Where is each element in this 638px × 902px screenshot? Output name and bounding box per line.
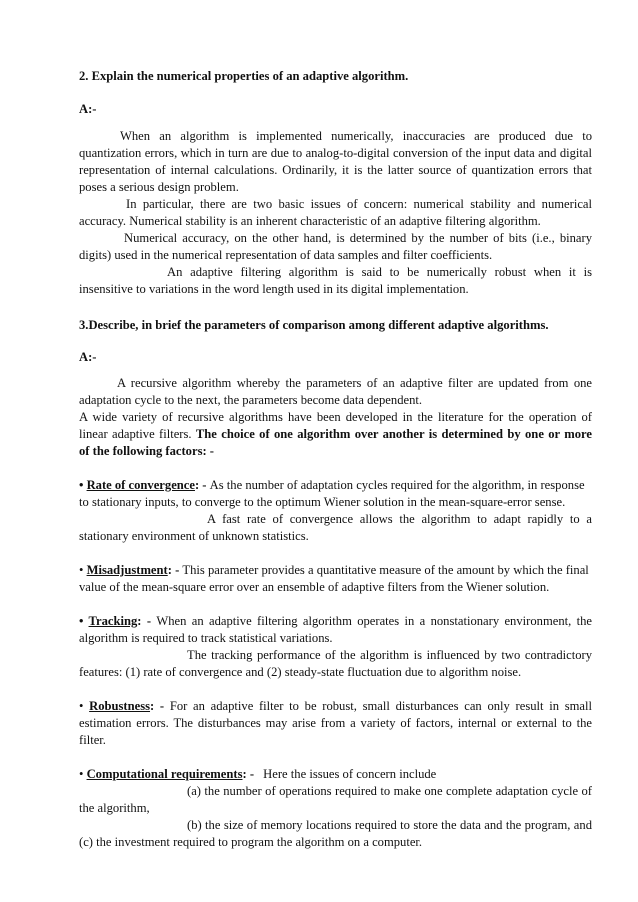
rate-of-convergence-line-2: to stationary inputs, to converge to the optimum Wiener solution in the mean-square-error sense. xyxy=(79,495,566,509)
tracking-line-3: The tracking performance of the algorithm is influenced by two contradictory xyxy=(187,648,592,662)
q3-intro-line-1: A recursive algorithm whereby the parameters of an adaptive filter are updated from one xyxy=(117,376,592,390)
term-separator: : - xyxy=(150,699,170,713)
q3-intro-line-5: of the following factors: - xyxy=(79,444,215,458)
computational-requirements-line-5: (c) the investment required to program the algorithm on a computer. xyxy=(79,835,423,849)
q2-p4-line-2: insensitive to variations in the word length used in its digital implementation. xyxy=(79,282,469,296)
bullet: • xyxy=(79,699,90,713)
misadjustment-line-2: value of the mean-square error over an ensemble of adaptive filters from the Wiener solution. xyxy=(79,580,550,594)
robustness-line-1 xyxy=(79,698,592,714)
q3-intro-line-3: A wide variety of recursive algorithms have been developed in the literature for the operation of xyxy=(79,410,592,424)
robustness-text: For an adaptive filter to be robust, small disturbances can only result in small xyxy=(169,699,592,713)
misadjustment-text: This parameter provides a quantitative measure of the amount by which the final xyxy=(182,563,589,577)
computational-requirements-line-2: (a) the number of operations required to make one complete adaptation cycle of xyxy=(187,784,592,798)
q2-p3-line-2: digits) used in the numerical representation of data samples and filter coefficients. xyxy=(79,248,493,262)
robustness-line-2: estimation errors. The disturbances may arise from a variety of factors, internal or external to the xyxy=(79,716,592,730)
computational-requirements-line-4: (b) the size of memory locations required to store the data and the program, and xyxy=(187,818,592,832)
term-separator: : - xyxy=(242,767,258,781)
rate-of-convergence-term: Rate of convergence xyxy=(86,478,195,492)
question-3-heading: 3.Describe, in brief the parameters of comparison among different adaptive algorithms. xyxy=(79,318,549,332)
tracking-term: Tracking xyxy=(88,614,138,628)
bullet: • xyxy=(79,478,87,492)
q3-intro-line-4 xyxy=(79,426,592,442)
misadjustment-term: Misadjustment xyxy=(86,563,168,577)
robustness-line-3: filter. xyxy=(79,733,106,747)
term-separator: : - xyxy=(167,563,183,577)
bullet: • xyxy=(79,767,87,781)
q2-p1-line-4: poses a serious design problem. xyxy=(79,180,239,194)
answer-3-label: A:- xyxy=(79,350,97,364)
term-separator: : - xyxy=(194,478,210,492)
q2-p1-line-1: When an algorithm is implemented numerically, inaccuracies are produced due to xyxy=(120,129,592,143)
q2-p2-line-2: accuracy. Numerical stability is an inherent characteristic of an adaptive filtering algorithm. xyxy=(79,214,541,228)
rate-of-convergence-line-4: stationary environment of unknown statistics. xyxy=(79,529,309,543)
q2-p1-line-3: representation of internal calculations. Ordinarily, it is the latter source of quantization errors that xyxy=(79,163,592,177)
rate-of-convergence-line-3: A fast rate of convergence allows the algorithm to adapt rapidly to a xyxy=(207,512,592,526)
bullet: • xyxy=(79,563,87,577)
q2-p2-line-1: In particular, there are two basic issues of concern: numerical stability and numerical xyxy=(126,197,592,211)
q2-p3-line-1: Numerical accuracy, on the other hand, is determined by the number of bits (i.e., binary xyxy=(124,231,592,245)
bullet: • xyxy=(79,614,89,628)
tracking-line-1 xyxy=(79,613,592,629)
robustness-term: Robustness xyxy=(89,699,151,713)
question-2-heading: 2. Explain the numerical properties of an adaptive algorithm. xyxy=(79,69,409,83)
term-separator: : - xyxy=(137,614,157,628)
tracking-line-4: features: (1) rate of convergence and (2) steady-state fluctuation due to algorithm noise. xyxy=(79,665,522,679)
tracking-line-2: algorithm is required to track statistical variations. xyxy=(79,631,333,645)
computational-requirements-term: Computational requirements xyxy=(86,767,243,781)
misadjustment-line-1 xyxy=(79,562,592,578)
q3-intro-line-4-plain: linear adaptive filters. xyxy=(79,427,196,441)
q3-intro-line-2: adaptation cycle to the next, the parameters become data dependent. xyxy=(79,393,423,407)
answer-2-label: A:- xyxy=(79,102,97,116)
q2-p1-line-2: quantization errors, which in turn are due to analog-to-digital conversion of the input data and digital xyxy=(79,146,592,160)
q2-p4-line-1: An adaptive filtering algorithm is said to be numerically robust when it is xyxy=(167,265,592,279)
q3-intro-line-4-bold: The choice of one algorithm over another is determined by one or more xyxy=(195,427,592,441)
computational-requirements-text: Here the issues of concern include xyxy=(263,767,437,781)
tracking-text: When an adaptive filtering algorithm operates in a nonstationary environment, the xyxy=(156,614,592,628)
computational-requirements-line-1 xyxy=(79,766,592,782)
computational-requirements-line-3: the algorithm, xyxy=(79,801,150,815)
rate-of-convergence-line-1 xyxy=(79,477,592,493)
rate-of-convergence-text: As the number of adaptation cycles required for the algorithm, in response xyxy=(209,478,585,492)
